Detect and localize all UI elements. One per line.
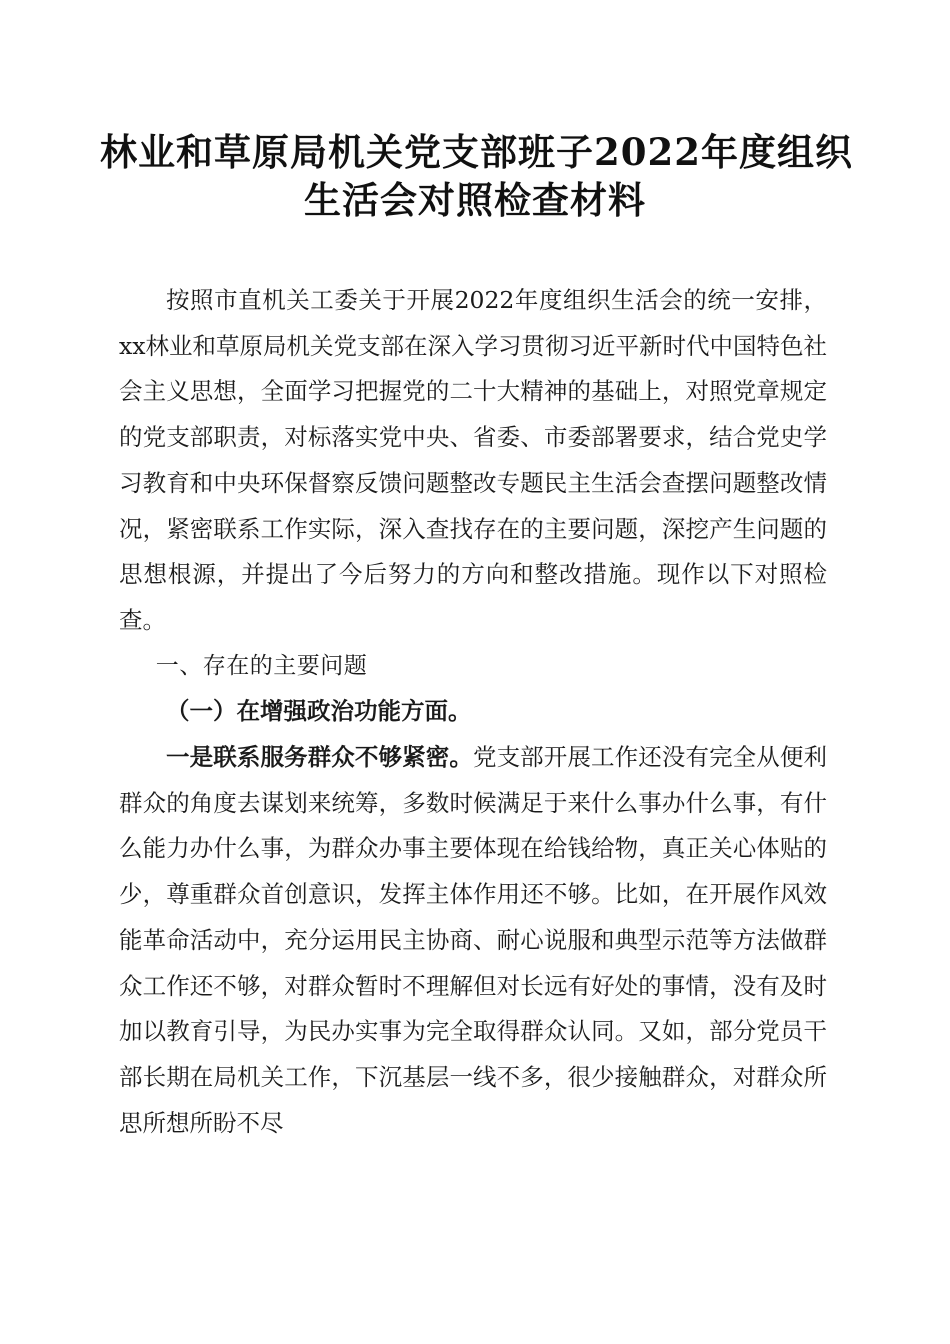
point-paragraph (119, 735, 827, 1146)
point-lead: 一是联系服务群众不够紧密。 (166, 743, 473, 772)
document-body (119, 278, 827, 1146)
point-body: 党支部开展工作还没有完全从便利群众的角度去谋划来统筹，多数时候满足于来什么事办什么事，有什么能力办什么事，为群众办事主要体现在给钱给物，真正关心体贴的少，尊重群众首创意识，发挥主体作用还不够。比如，在开展作风效能革命活动中，充分运用民主协商、耐心说服和典型示范等方法做群众工作还不够，对群众暂时不理解但对长远有好处的事情，没有及时加以教育引导，为民办实事为完全取得群众认同。又如，部分党员干部长期在局机关工作，下沉基层一线不多，很少接触群众，对群众所思所想所盼不尽 (119, 743, 828, 1137)
intro-paragraph: 按照市直机关工委关于开展2022年度组织生活会的统一安排，xx林业和草原局机关党支部在深入学习贯彻习近平新时代中国特色社会主义思想，全面学习把握党的二十大精神的基础上，对照党章规定的党支部职责，对标落实党中央、省委、市委部署要求，结合党史学习教育和中央环保督察反馈问题整改专题民主生活会查摆问题整改情况，紧密联系工作实际，深入查找存在的主要问题，深挖产生问题的思想根源，并提出了今后努力的方向和整改措施。现作以下对照检查。 (119, 286, 828, 634)
document-title-line-1: 林业和草原局机关党支部班子2022年度组织 (100, 130, 853, 174)
section-heading: 一、存在的主要问题 (155, 652, 368, 679)
document-title (100, 128, 853, 224)
subsection-heading: （一）在增强政治功能方面。 (166, 697, 472, 726)
document-title-line-2: 生活会对照检查材料 (304, 178, 646, 222)
